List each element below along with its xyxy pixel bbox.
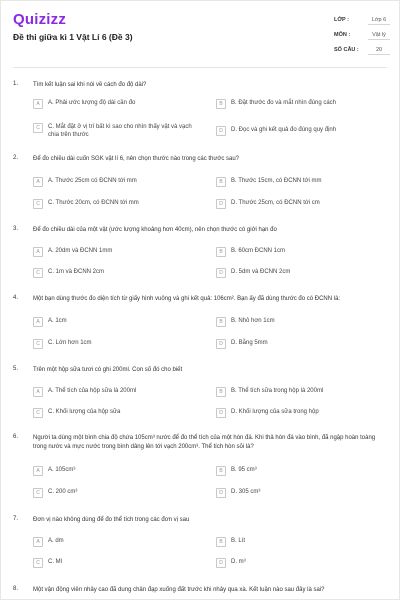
option-text: D. m³: [231, 559, 246, 565]
option-text: D. Khối lượng của sữa trong hộp: [231, 409, 319, 415]
question-text: Trên một hộp sữa tươi có ghi 200ml. Con số đó cho biết: [33, 367, 183, 373]
option-text: A. 105cm³: [48, 467, 76, 473]
option-letter-box: D: [216, 488, 226, 498]
option-letter-box: D: [216, 199, 226, 209]
option-letter-box: C: [33, 268, 43, 278]
option-letter-box: C: [33, 488, 43, 498]
option-text: D. 5dm và ĐCNN 2cm: [231, 269, 291, 275]
option-text: C. Mắt đặt ở vị trí bất kì sao cho nhìn thấy vật và vạch chia trên thước: [48, 124, 192, 138]
question-text: Tìm kết luận sai khi nói về cách đo độ dài?: [33, 82, 147, 88]
option-text: D. 305 cm³: [231, 489, 261, 495]
option-letter-box: A: [33, 466, 43, 476]
option-text: D. Bằng 5mm: [231, 340, 268, 346]
option-letter-box: D: [216, 126, 226, 136]
option-text: A. Phải ước lượng độ dài cần đo: [48, 100, 136, 106]
option-letter-box: B: [216, 247, 226, 257]
option-text: B. Nhỏ hơn 1cm: [231, 318, 275, 324]
option-text: C. 200 cm³: [48, 489, 78, 495]
option-letter-box: B: [216, 466, 226, 476]
question-text: Để đo chiều dài cuốn SGK vật lí 6, nên chọn thước nào trong các thước sau?: [33, 156, 240, 162]
meta-label-question-count: SỐ CÂU :: [334, 47, 359, 53]
question-number: 8.: [13, 586, 19, 592]
option-text: C. Lớn hơn 1cm: [48, 340, 92, 346]
option-text: B. Thước 15cm, có ĐCNN tới mm: [231, 178, 322, 184]
option-letter-box: C: [33, 123, 43, 133]
option-letter-box: B: [216, 99, 226, 109]
question-text: Người ta dùng một bình chia độ chứa 105cm³ nước để đo thể tích của một hòn đá. Khi thả hòn đá vào bình, đã ngập hoàn toàng trong nước và mực nước trong bình dâng lên tới vạch 200cm³. Thể tích hòn sỏi là?: [33, 435, 376, 450]
option-text: B. Lít: [231, 538, 246, 544]
meta-value-subject: Vật lý: [368, 32, 390, 40]
question-number: 2.: [13, 155, 19, 161]
option-text: C. Thước 20cm, có ĐCNN tới mm: [48, 200, 139, 206]
option-letter-box: A: [33, 247, 43, 257]
option-letter-box: B: [216, 317, 226, 327]
option-letter-box: D: [216, 408, 226, 418]
option-letter-box: B: [216, 177, 226, 187]
option-text: D. Thước 25cm, có ĐCNN tới cm: [231, 200, 320, 206]
option-text: B. Đặt thước đo và mắt nhìn đúng cách: [231, 100, 337, 106]
option-letter-box: A: [33, 387, 43, 397]
option-letter-box: A: [33, 99, 43, 109]
question-number: 6.: [13, 434, 19, 440]
worksheet-header: [1, 1, 400, 65]
option-letter-box: D: [216, 268, 226, 278]
question-text: Để đo chiều dài của một vật (ước lượng khoảng hơn 40cm), nên chọn thước có giới hạn đo: [33, 227, 277, 233]
option-text: A. Thể tích của hộp sữa là 200ml: [48, 388, 137, 394]
option-text: B. 95 cm³: [231, 467, 257, 473]
option-letter-box: C: [33, 558, 43, 568]
option-text: C. Khối lượng của hộp sữa: [48, 409, 121, 415]
option-text: C. Ml: [48, 559, 62, 565]
option-letter-box: D: [216, 339, 226, 349]
option-text: A. Thước 25cm có ĐCNN tới mm: [48, 178, 137, 184]
option-text: A. dm: [48, 538, 64, 544]
option-text: B. Thể tích sữa trong hộp là 200ml: [231, 388, 324, 394]
meta-label-class: LỚP :: [334, 17, 349, 23]
option-letter-box: A: [33, 317, 43, 327]
option-letter-box: C: [33, 339, 43, 349]
meta-value-class: Lớp 6: [368, 17, 390, 25]
question-number: 1.: [13, 81, 19, 87]
question-number: 5.: [13, 366, 19, 372]
option-letter-box: A: [33, 537, 43, 547]
question-text: Đơn vị nào không dùng để đo thể tích trong các đơn vị sau: [33, 517, 190, 523]
option-text: C. 1m và ĐCNN 2cm: [48, 269, 105, 275]
header-divider: [13, 67, 387, 68]
question-number: 3.: [13, 226, 19, 232]
question-text: Một bạn dùng thước đo diện tích từ giấy hình vuông và ghi kết quả: 106cm². Bạn ấy đã dùng thước đo có ĐCNN là:: [33, 296, 341, 302]
quizizz-logo: Quizizz: [13, 11, 67, 28]
option-letter-box: C: [33, 199, 43, 209]
option-letter-box: A: [33, 177, 43, 187]
option-text: B. 60cm ĐCNN 1cm: [231, 248, 286, 254]
meta-value-question-count: 20: [368, 47, 390, 55]
option-letter-box: C: [33, 408, 43, 418]
question-number: 4.: [13, 295, 19, 301]
question-text: Một vận động viên nhảy cao đã dung chân đạp xuống đất trước khi nhảy qua xà. Kết luận nào sau đây là sai?: [33, 587, 325, 593]
worksheet-title: Đề thi giữa kì 1 Vật Lí 6 (Đề 3): [13, 32, 133, 42]
option-text: D. Đọc và ghi kết quả đo đúng quy định: [231, 127, 337, 133]
option-letter-box: D: [216, 558, 226, 568]
option-letter-box: B: [216, 537, 226, 547]
option-text: A. 1cm: [48, 318, 67, 324]
option-text: A. 20dm và ĐCNN 1mm: [48, 248, 113, 254]
question-number: 7.: [13, 516, 19, 522]
meta-label-subject: MÔN :: [334, 32, 351, 38]
option-letter-box: B: [216, 387, 226, 397]
